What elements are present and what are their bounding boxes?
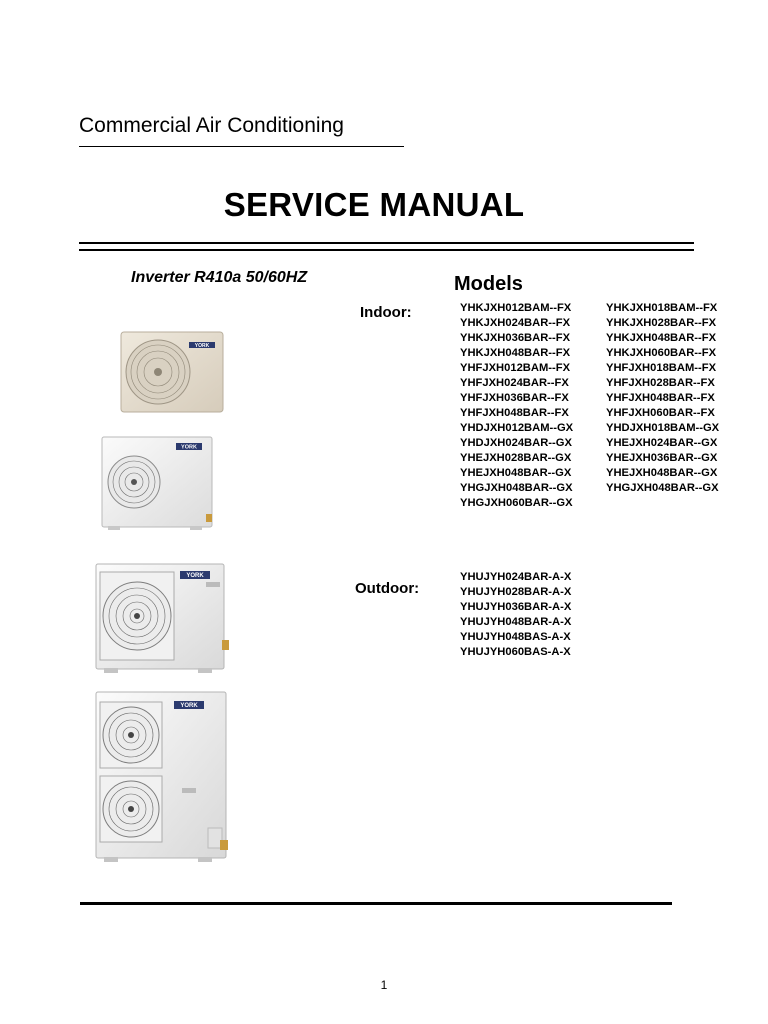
page-number: 1 bbox=[380, 978, 388, 992]
model-code: YHDJXH024BAR--GX bbox=[460, 437, 572, 449]
york-logo-text: YORK bbox=[194, 343, 210, 349]
outdoor-unit-medium-image bbox=[100, 434, 220, 534]
york-logo-text: YORK bbox=[180, 703, 198, 709]
model-code: YHKJXH028BAR--FX bbox=[606, 317, 717, 329]
doc-subtitle: Commercial Air Conditioning bbox=[79, 114, 344, 137]
indoor-models-left bbox=[460, 301, 573, 511]
model-code: YHUJYH048BAR-A-X bbox=[460, 616, 572, 628]
product-tagline: Inverter R410a 50/60HZ bbox=[131, 269, 308, 286]
model-code: YHKJXH012BAM--FX bbox=[460, 302, 572, 314]
model-code: YHKJXH036BAR--FX bbox=[460, 332, 571, 344]
indoor-label: Indoor: bbox=[360, 304, 412, 321]
model-code: YHEJXH024BAR--GX bbox=[606, 437, 718, 449]
title-double-rule bbox=[79, 242, 694, 251]
model-code: YHFJXH036BAR--FX bbox=[460, 392, 569, 404]
model-code: YHDJXH012BAM--GX bbox=[460, 422, 574, 434]
outdoor-label: Outdoor: bbox=[355, 580, 420, 597]
doc-title: SERVICE MANUAL bbox=[223, 186, 525, 223]
model-code: YHEJXH048BAR--GX bbox=[606, 467, 718, 479]
model-code: YHUJYH048BAS-A-X bbox=[460, 631, 571, 643]
outdoor-unit-dual-fan-image bbox=[94, 690, 234, 865]
footer-rule bbox=[80, 902, 672, 905]
model-code: YHKJXH018BAM--FX bbox=[606, 302, 718, 314]
model-code: YHKJXH060BAR--FX bbox=[606, 347, 717, 359]
model-code: YHFJXH024BAR--FX bbox=[460, 377, 569, 389]
model-code: YHFJXH060BAR--FX bbox=[606, 407, 715, 419]
model-code: YHDJXH018BAM--GX bbox=[606, 422, 720, 434]
models-heading: Models bbox=[454, 273, 523, 295]
outdoor-unit-large-image bbox=[94, 562, 234, 677]
model-code: YHKJXH024BAR--FX bbox=[460, 317, 571, 329]
model-code: YHUJYH024BAR-A-X bbox=[460, 571, 572, 583]
model-code: YHKJXH048BAR--FX bbox=[460, 347, 571, 359]
subtitle-underline bbox=[79, 146, 404, 147]
model-code: YHGJXH048BAR--GX bbox=[460, 482, 573, 494]
model-code: YHEJXH036BAR--GX bbox=[606, 452, 718, 464]
outdoor-unit-small-image bbox=[118, 330, 226, 415]
model-code: YHKJXH048BAR--FX bbox=[606, 332, 717, 344]
model-code: YHFJXH028BAR--FX bbox=[606, 377, 715, 389]
model-code: YHUJYH060BAS-A-X bbox=[460, 646, 571, 658]
model-code: YHFJXH018BAM--FX bbox=[606, 362, 717, 374]
model-code: YHGJXH048BAR--GX bbox=[606, 482, 719, 494]
york-logo-text: YORK bbox=[186, 573, 204, 579]
model-code: YHUJYH028BAR-A-X bbox=[460, 586, 572, 598]
model-code: YHEJXH028BAR--GX bbox=[460, 452, 572, 464]
model-code: YHGJXH060BAR--GX bbox=[460, 497, 573, 509]
model-code: YHFJXH048BAR--FX bbox=[460, 407, 569, 419]
outdoor-models bbox=[460, 570, 571, 660]
model-code: YHUJYH036BAR-A-X bbox=[460, 601, 572, 613]
indoor-models-right bbox=[606, 301, 719, 496]
model-code: YHEJXH048BAR--GX bbox=[460, 467, 572, 479]
york-logo-text: YORK bbox=[181, 444, 197, 451]
model-code: YHFJXH048BAR--FX bbox=[606, 392, 715, 404]
model-code: YHFJXH012BAM--FX bbox=[460, 362, 571, 374]
